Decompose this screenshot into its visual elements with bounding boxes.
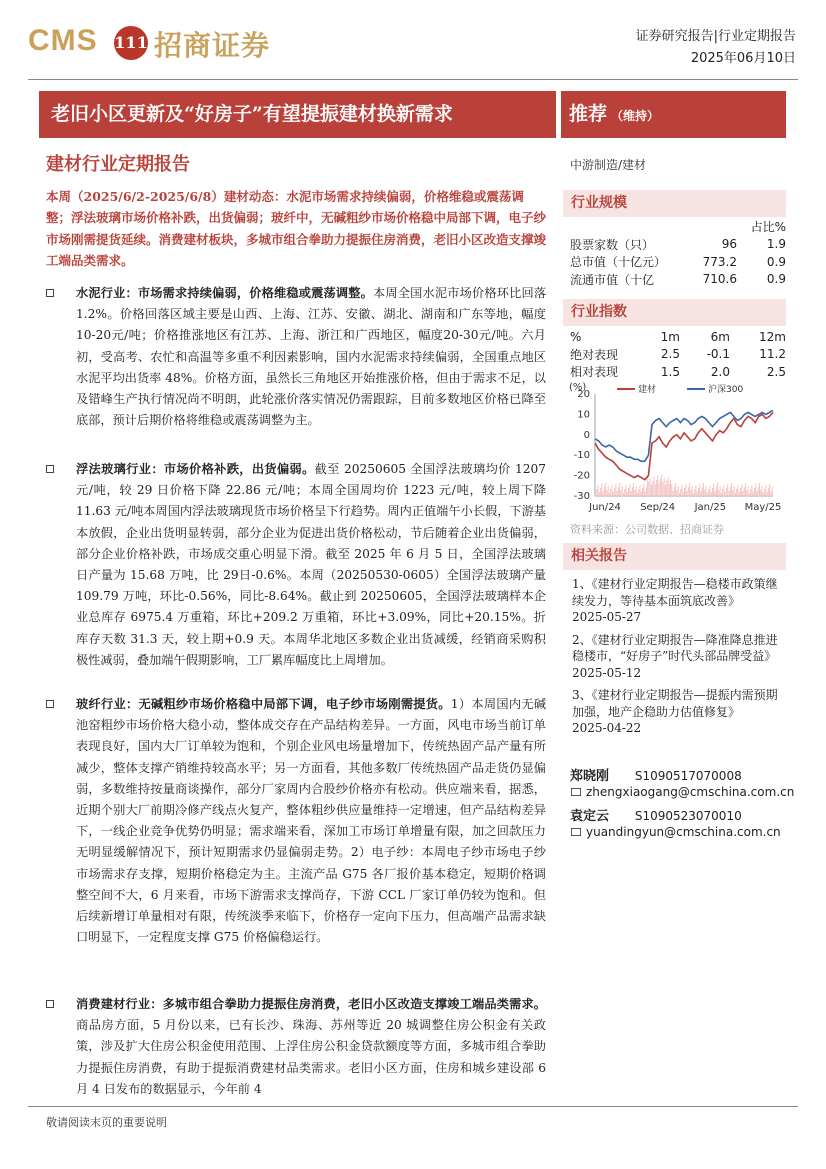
- volume-bar: [745, 483, 746, 496]
- rating-bar: [561, 91, 786, 138]
- volume-bar: [610, 489, 611, 496]
- volume-bar: [598, 485, 599, 496]
- volume-bar: [768, 488, 769, 496]
- bullet-body: 商品房方面，5 月份以来，已有长沙、珠海、苏州等近 20 城调整住房公积金有关政策，涉及扩大住房公积金使用范围、上浮住房公积金贷款额度等方面，多城市组合拳助力提振住房消费，有助于提振消费建材品类需求。老旧小区方面，住房和城乡建设部 6 月 4 日发布的数据显示，今年前 4: [76, 1018, 546, 1096]
- volume-bar: [715, 491, 716, 496]
- volume-bar: [741, 484, 742, 496]
- volume-bar: [679, 493, 680, 496]
- header-info: [636, 26, 796, 70]
- volume-bar: [770, 491, 771, 496]
- bullet-head: 消费建材行业：多城市组合拳助力提振住房消费，老旧小区改造支撑竣工端品类需求。: [76, 997, 546, 1011]
- volume-bar: [711, 492, 712, 496]
- volume-bar: [666, 481, 667, 496]
- volume-bar: [726, 488, 727, 496]
- x-tick-label: Sep/24: [640, 502, 676, 513]
- list-item[interactable]: 3、《建材行业定期报告—提振内需预期加强，地产企稳助力估值修复》 2025-04-22: [572, 688, 778, 735]
- analyst-email[interactable]: zhengxiaogang@cmschina.com.cn: [586, 785, 795, 799]
- y-tick-label: -30: [573, 491, 590, 502]
- volume-bar: [709, 485, 710, 496]
- volume-bar: [676, 490, 677, 496]
- table-header-row: % 1m 6m 12m: [570, 329, 786, 344]
- volume-bar: [758, 487, 759, 496]
- volume-bar: [735, 493, 736, 496]
- volume-bar: [720, 486, 721, 496]
- volume-bar: [626, 485, 627, 496]
- table-row: 绝对表现 2.5 -0.1 11.2: [570, 347, 786, 362]
- table-row: 总市值（十亿元） 773.2 0.9: [570, 254, 786, 270]
- bullet-body: 1）本周国内无碱池窑粗纱市场价格大稳小动，整体成交存在产品结构差异。一方面，风电市场当前订单表现良好，国内大厂订单较为饱和，个别企业风电场量增加下，传统热固产品产量有所减少，整体支撑产销维持较高水平；另一方面看，其他多数厂传统热固产品走货仍显偏弱，多数维持按量商谈操作，部分厂家周内合股纱价格亦有松动。供应端来看，据悉，近期个别大厂前期冷修产线点火复产，整体粗纱供应量维持一定增速，但产品结构差异下，一线企业竞争优势仍明显；需求端来看，深加工市场订单增量有限，加之回款压力无明显缓解情况下，预计短期需求仍显偏弱走势。2）电子纱：本周电子纱市场电子纱市场需求存支撑，短期价格稳定为主。主流产品 G75 各厂报价基本稳定，短期价格调整空间不大，6 月来看，市场下游需求支撑尚存，下游 CCL 厂家订单仍较为饱和。但后续新增订单量相对有限，传统淡季来临下，价格存一定向下压力，但高端产品需求缺口明显下，一定程度支撑 G75 价格偏稳运行。: [76, 697, 547, 945]
- volume-bar: [718, 490, 719, 496]
- volume-bar: [729, 491, 730, 496]
- volume-bar: [637, 493, 638, 496]
- volume-bar: [660, 479, 661, 496]
- rating-note: （维持）: [611, 109, 660, 123]
- y-axis-label: (%): [569, 382, 587, 393]
- mail-icon: [571, 828, 581, 836]
- related-reports: [572, 576, 786, 743]
- volume-bar: [697, 492, 698, 496]
- bullet-body: 截至 20250605 全国浮法玻璃均价 1207 元/吨，较 29 日价格下降 22.86 元/吨；本周全国周均价 1223 元/吨，较上周下降 11.63 元/吨本周国内浮法玻璃现货市场价格呈下行趋势。周内正值端午小长假，下游基本放假，企业出货明显转弱，部分企业为促进出货价格松动，节后随着企业出货偏弱，部分企业价格补跌，市场成交重心明显下滑。截至 2025 年 6 月 5 日，全国浮法玻璃日产量为 15.68 万吨，比 29日-0.6%。本周（20250530-0605）全国浮法玻璃产量 109.79 万吨，环比-0.56%，同比-8.64%。截止到 20250605，全国浮法玻璃样本企业总库存 6975.4 万重箱，环比+209.2 万重箱，环比+3.09%，同比+20.15%。折库存天数 31.3 天，较上期+0.9 天。本周华北地区多数企业出货减缓，经销商采购积极性减弱，叠加端午假期影响，工厂累库幅度比上周增加。: [76, 462, 547, 667]
- volume-bar: [636, 486, 637, 496]
- volume-bar: [609, 493, 610, 496]
- volume-bar: [698, 488, 699, 496]
- footer-note: 敬请阅读末页的重要说明: [46, 1116, 167, 1129]
- volume-bar: [608, 486, 609, 496]
- volume-bar: [753, 492, 754, 496]
- x-tick-label: Jun/24: [589, 502, 621, 513]
- volume-bar: [596, 489, 597, 496]
- table-row: 股票家数（只） 96 1.9: [570, 237, 786, 252]
- volume-bar: [645, 491, 646, 496]
- volume-bar: [694, 489, 695, 496]
- volume-bar: [744, 487, 745, 496]
- analyst-id: S1090517070008: [634, 769, 742, 783]
- x-tick-label: May/25: [744, 502, 782, 513]
- volume-bar: [643, 484, 644, 496]
- volume-bar: [603, 491, 604, 496]
- volume-bar: [754, 488, 755, 496]
- bullet-glass: [46, 459, 546, 671]
- volume-bar: [673, 491, 674, 496]
- industry-class: 中游制造/建材: [570, 158, 647, 172]
- volume-bar: [623, 493, 624, 496]
- volume-bar: [717, 483, 718, 496]
- volume-bar: [701, 491, 702, 496]
- volume-bar: [667, 477, 668, 496]
- legend-label: 沪深300: [708, 385, 744, 395]
- index-table: [570, 328, 786, 381]
- volume-bar: [684, 488, 685, 496]
- volume-bar: [681, 485, 682, 496]
- index-chart: [565, 380, 786, 520]
- volume-bar: [600, 488, 601, 496]
- volume-bar: [640, 485, 641, 496]
- volume-bar: [628, 488, 629, 496]
- volume-bar: [642, 488, 643, 496]
- scale-col-header: 占比%: [750, 220, 786, 235]
- header-divider: [28, 79, 798, 80]
- volume-bar: [703, 483, 704, 496]
- volume-bar: [713, 484, 714, 496]
- volume-bar: [756, 491, 757, 496]
- volume-bar: [740, 488, 741, 496]
- volume-bar: [755, 484, 756, 496]
- bullet-consumer: [46, 994, 546, 1100]
- volume-bar: [613, 492, 614, 496]
- series-line-建材: [595, 412, 773, 479]
- list-item[interactable]: 2、《建材行业定期报告—降准降息推进稳楼市，“好房子”时代头部品牌受益》 2025-05-12: [572, 632, 778, 680]
- volume-bar: [734, 486, 735, 496]
- volume-bar: [716, 487, 717, 496]
- volume-bar: [742, 491, 743, 496]
- table-row: 流通市值（十亿 710.6 0.9: [570, 272, 786, 287]
- bullet-head: 玻纤行业：无碱粗纱市场价格稳中局部下调，电子纱市场刚需提货。: [76, 697, 451, 711]
- analyst-email[interactable]: yuandingyun@cmschina.com.cn: [586, 825, 781, 839]
- index-header: 行业指数: [563, 299, 786, 326]
- volume-bar: [651, 485, 652, 496]
- volume-bar: [750, 489, 751, 496]
- footer-divider: [28, 1106, 798, 1107]
- x-tick-label: Jan/25: [694, 502, 727, 513]
- volume-bar: [633, 483, 634, 496]
- volume-bar: [732, 490, 733, 496]
- volume-bar: [604, 487, 605, 496]
- report-title: 老旧小区更新及“好房子”有望提振建材换新需求: [39, 91, 556, 138]
- scale-header: 行业规模: [563, 190, 786, 217]
- volume-bar: [767, 492, 768, 496]
- bullet-square-icon: [46, 289, 54, 297]
- volume-bar: [661, 475, 662, 496]
- volume-bar: [683, 492, 684, 496]
- rating: 推荐: [569, 103, 608, 125]
- analyst-2: [570, 805, 742, 824]
- volume-bar: [595, 493, 596, 496]
- y-tick-label: 10: [577, 409, 590, 421]
- volume-bar: [615, 484, 616, 496]
- volume-bar: [638, 489, 639, 496]
- volume-bar: [622, 486, 623, 496]
- volume-bar: [648, 482, 649, 496]
- volume-bar: [765, 485, 766, 496]
- volume-bar: [632, 487, 633, 496]
- volume-bar: [702, 487, 703, 496]
- volume-bar: [605, 483, 606, 496]
- volume-bar: [665, 485, 666, 496]
- bullet-fiberglass: [46, 694, 546, 948]
- volume-bar: [631, 491, 632, 496]
- volume-bar: [687, 491, 688, 496]
- volume-bar: [707, 493, 708, 496]
- volume-bar: [739, 492, 740, 496]
- volume-bar: [704, 490, 705, 496]
- volume-bar: [695, 485, 696, 496]
- logo-chinese: 招商证券: [154, 29, 271, 62]
- volume-bar: [748, 486, 749, 496]
- volume-bar: [656, 480, 657, 496]
- volume-bar: [662, 482, 663, 496]
- volume-bar: [647, 475, 648, 496]
- volume-bar: [688, 487, 689, 496]
- volume-bar: [614, 488, 615, 496]
- report-subtitle: 建材行业定期报告: [46, 154, 190, 175]
- volume-bar: [727, 484, 728, 496]
- bullet-square-icon: [46, 465, 54, 473]
- scale-table: [570, 218, 786, 288]
- volume-bar: [736, 489, 737, 496]
- volume-bar: [599, 492, 600, 496]
- volume-bar: [601, 484, 602, 496]
- volume-bar: [617, 491, 618, 496]
- volume-bar: [722, 489, 723, 496]
- y-tick-label: -20: [573, 470, 590, 482]
- report-date: 2025年06月10日: [690, 51, 796, 66]
- y-tick-label: 0: [583, 429, 590, 441]
- volume-bar: [674, 487, 675, 496]
- volume-bar: [650, 478, 651, 496]
- volume-bar: [618, 487, 619, 496]
- volume-bar: [669, 484, 670, 496]
- volume-bar: [772, 487, 773, 496]
- related-header: 相关报告: [563, 543, 786, 570]
- volume-bar: [689, 483, 690, 496]
- volume-bar: [730, 487, 731, 496]
- volume-bar: [760, 490, 761, 496]
- volume-bar: [652, 481, 653, 496]
- chart-source: 资料来源：公司数据、招商证券: [570, 523, 724, 536]
- volume-bar: [749, 493, 750, 496]
- volume-bar: [712, 488, 713, 496]
- volume-bar: [634, 490, 635, 496]
- volume-bar: [762, 486, 763, 496]
- bullet-body: 本周全国水泥市场价格环比回落 1.2%。价格回落区域主要是山西、上海、江苏、安徽、湖北、湖南和广东等地，幅度10-20元/吨；价格推涨地区有江苏、上海、浙江和广西地区，幅度20-30元/吨。六月初，受高考、农忙和高温等多重不利因素影响，国内水泥需求持续偏弱，全国重点地区水泥平均出货率 48%。价格方面，虽然长三角地区开始推涨价格，但由于需求不足，以及错峰生产执行情况尚不明朗，此轮涨价落实情况仍需跟踪，目前多数地区价格已降至底部，预计后期价格将维稳或震荡调整为主。: [76, 286, 547, 428]
- legend-label: 建材: [638, 385, 657, 395]
- volume-bar: [751, 485, 752, 496]
- volume-bar: [653, 477, 654, 496]
- summary-paragraph: 本周（2025/6/2-2025/6/8）建材动态：水泥市场需求持续偏弱，价格维稳或震荡调整；浮法玻璃市场价格补跌，出货偏弱；玻纤中，无碱粗纱市场价格稳中局部下调，电子纱市场刚需提货延续。消费建材板块，多城市组合拳助力提振住房消费，老旧小区改造支撑竣工端品类需求。: [46, 189, 547, 268]
- volume-bar: [646, 487, 647, 496]
- table-row: 相对表现 1.5 2.0 2.5: [570, 364, 786, 380]
- volume-bar: [763, 493, 764, 496]
- volume-bar: [619, 483, 620, 496]
- bullet-cement: [46, 283, 546, 431]
- volume-bar: [699, 484, 700, 496]
- bullet-square-icon: [46, 1000, 54, 1008]
- volume-bar: [624, 489, 625, 496]
- y-tick-label: 20: [577, 389, 590, 400]
- report-type: 证券研究报告|行业定期报告: [635, 29, 796, 44]
- analyst-id: S1090523070010: [634, 809, 742, 823]
- logo-badge: 111: [114, 26, 148, 60]
- volume-bar: [725, 492, 726, 496]
- volume-bar: [655, 484, 656, 496]
- volume-bar: [641, 492, 642, 496]
- volume-bar: [612, 485, 613, 496]
- volume-bar: [657, 476, 658, 496]
- bullet-square-icon: [46, 700, 54, 708]
- volume-bar: [721, 493, 722, 496]
- bullet-head: 浮法玻璃行业：市场价格补跌，出货偏弱。: [76, 462, 315, 476]
- volume-bar: [629, 484, 630, 496]
- analyst-1: [570, 765, 742, 784]
- analyst-name: 郑晓刚: [570, 769, 610, 784]
- volume-bar: [664, 478, 665, 496]
- analyst-name: 袁定云: [570, 809, 610, 824]
- volume-bar: [685, 484, 686, 496]
- volume-bar: [692, 486, 693, 496]
- volume-bar: [759, 483, 760, 496]
- volume-bar: [620, 490, 621, 496]
- volume-bar: [659, 483, 660, 496]
- volume-bar: [708, 489, 709, 496]
- volume-bar: [706, 486, 707, 496]
- volume-bar: [670, 480, 671, 496]
- volume-bar: [680, 489, 681, 496]
- volume-bar: [731, 483, 732, 496]
- volume-bar: [627, 492, 628, 496]
- volume-bar: [764, 489, 765, 496]
- volume-bar: [675, 483, 676, 496]
- volume-bar: [723, 485, 724, 496]
- volume-bar: [693, 493, 694, 496]
- volume-bar: [690, 490, 691, 496]
- y-tick-label: -10: [573, 450, 590, 462]
- volume-bar: [606, 490, 607, 496]
- volume-bar: [769, 484, 770, 496]
- cms-logo: [28, 22, 288, 66]
- volume-bar: [746, 490, 747, 496]
- volume-bar: [671, 484, 672, 496]
- logo-latin: CMS: [28, 24, 98, 57]
- volume-bar: [678, 486, 679, 496]
- list-item[interactable]: 1、《建材行业定期报告—稳楼市政策继续发力，等待基本面筑底改善》 2025-05-27: [572, 577, 778, 624]
- bullet-head: 水泥行业：市场需求持续偏弱，价格维稳或震荡调整。: [76, 286, 373, 300]
- mail-icon: [571, 788, 581, 796]
- volume-bar: [737, 485, 738, 496]
